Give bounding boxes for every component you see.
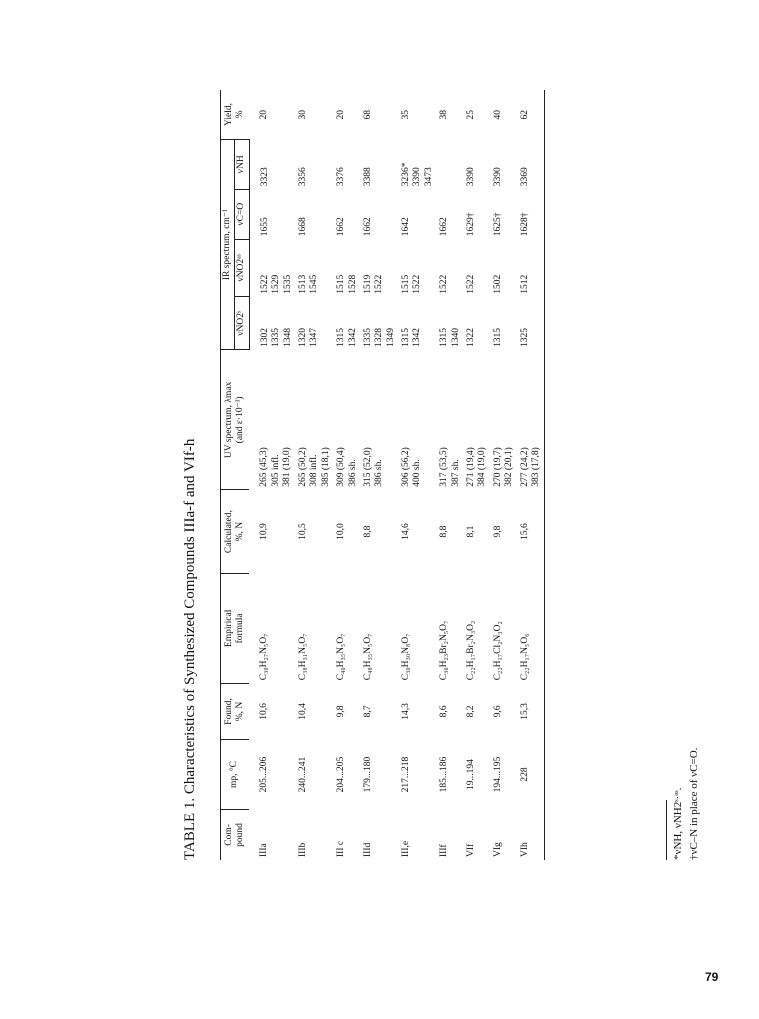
compound-cell: VIg xyxy=(492,842,503,857)
header-uv: UV spectrum, λmax (and ε·10⁻³) xyxy=(221,350,250,490)
nno2-asym-cell: 1513 1545 xyxy=(297,274,320,294)
formula-cell: C₃₀H₃₀N₈O₇ xyxy=(401,633,412,681)
nno2-asym-cell: 1515 1528 xyxy=(336,274,358,294)
found-cell: 15,3 xyxy=(518,683,545,739)
compound-cell: IIIa xyxy=(259,843,270,857)
uv-cell: 271 (19,4) 384 (19,0) xyxy=(466,447,488,487)
yield-cell: 20 xyxy=(259,109,270,120)
header-formula: Empirical formula xyxy=(221,573,250,683)
yield-cell: 30 xyxy=(297,109,308,120)
formula-cell: C₃₀H₂₇N₅O₇ xyxy=(259,633,270,681)
table-row xyxy=(464,90,491,860)
table-row xyxy=(437,90,464,860)
footnote-cn: †νC–N in place of νC=O. xyxy=(687,747,700,860)
header-nco: νC=O xyxy=(235,189,249,239)
nnh-cell: 3369 xyxy=(518,139,545,189)
nnh-cell: 3390 xyxy=(492,167,503,187)
mp-cell: 228 xyxy=(518,740,545,810)
nno2-asym-cell: 1512 xyxy=(518,239,545,297)
yield-cell: 25 xyxy=(466,109,477,120)
header-yield: Yield, % xyxy=(221,90,250,139)
nno2-asym-cell: 1522 xyxy=(466,274,477,294)
header-compound: Com- pound xyxy=(221,809,250,860)
mp-cell: 185...186 xyxy=(439,756,450,793)
found-cell: 8,2 xyxy=(466,705,477,718)
header-nno2-sym: νNO2ˢ xyxy=(235,297,249,350)
mp-cell: 205...206 xyxy=(259,756,270,793)
nno2-sym-cell: 1315 1342 xyxy=(401,328,423,347)
header-nnh: νNH xyxy=(235,139,249,189)
found-cell: 14,3 xyxy=(401,703,412,720)
page-number: 79 xyxy=(705,970,719,984)
table-row xyxy=(334,90,361,860)
calculated-cell: 8,8 xyxy=(362,525,373,538)
formula-cell: C₂₂H₁₇Br₂N₃O₂ xyxy=(466,620,477,681)
nno2-asym-cell: 1519 1522 xyxy=(362,274,385,294)
nnh-cell: 3236* 3390 3473 xyxy=(401,162,434,187)
nnh-cell: 3376 xyxy=(336,167,347,187)
compound-cell: III,e xyxy=(401,840,412,857)
footnotes xyxy=(666,748,703,860)
formula-cell: C₃₈H₃₁N₅O₇ xyxy=(297,633,308,681)
nco-cell: 1655 xyxy=(259,217,270,237)
calculated-cell: 15,6 xyxy=(518,490,545,574)
nno2-sym-cell: 1320 1347 xyxy=(297,328,320,347)
calculated-cell: 10,9 xyxy=(259,523,270,540)
header-nno2-asym: νNO2ᵃˢ xyxy=(235,239,249,297)
compound-cell: IIIf xyxy=(439,844,450,857)
formula-cell: C₄₈H₃₅N₅O₇ xyxy=(362,633,373,681)
nno2-sym-cell: 1325 xyxy=(518,297,545,350)
yield-cell: 38 xyxy=(439,109,450,120)
nco-cell: 1642 xyxy=(401,217,412,237)
nno2-sym-cell: 1322 xyxy=(466,328,477,347)
uv-cell: 265 (45,3) 305 infl. 381 (19,0) xyxy=(259,447,293,487)
table-body xyxy=(249,90,545,860)
nno2-asym-cell: 1522 xyxy=(439,274,450,294)
uv-cell: 270 (19,7) 382 (20,1) xyxy=(492,447,515,487)
yield-cell: 20 xyxy=(336,109,347,120)
nco-cell: 1625† xyxy=(492,212,503,237)
nnh-cell: 3356 xyxy=(297,167,308,187)
mp-cell: 217...218 xyxy=(401,756,412,793)
uv-cell: 265 (50,2) 308 infl. 385 (18,1) xyxy=(297,447,331,487)
formula-cell: C₂₂H₁₇Cl₂N₃O₂ xyxy=(492,621,503,681)
nno2-sym-cell: 1335 1328 1349 xyxy=(362,328,396,347)
header-found: Found, %, N xyxy=(221,683,250,739)
compound-cell: III c xyxy=(336,840,347,857)
mp-cell: 240...241 xyxy=(297,756,308,793)
found-cell: 9,8 xyxy=(336,705,347,718)
nno2-sym-cell: 1315 xyxy=(492,328,503,347)
nnh-cell: 3388 xyxy=(362,167,373,187)
table-row xyxy=(361,90,399,860)
mp-cell: 179...180 xyxy=(362,756,373,793)
header-mp: mp, °C xyxy=(221,740,250,810)
compound-cell: VIh xyxy=(518,809,545,860)
yield-cell: 40 xyxy=(492,109,503,120)
mp-cell: 194...195 xyxy=(492,756,503,793)
compound-cell: IIIb xyxy=(297,842,308,857)
footnote-rule xyxy=(666,800,667,860)
table-row xyxy=(399,90,437,860)
table-row xyxy=(518,90,545,860)
mp-cell: 19...194 xyxy=(466,759,477,790)
found-cell: 8,7 xyxy=(362,705,373,718)
table-row xyxy=(249,90,296,860)
found-cell: 9,6 xyxy=(492,705,503,718)
uv-cell: 277 (24,2) 383 (17,8) xyxy=(518,350,545,490)
nno2-asym-cell: 1515 1522 xyxy=(401,274,423,294)
header-calculated: Calculated, %, N xyxy=(221,490,250,574)
nno2-asym-cell: 1522 1529 1535 xyxy=(259,274,293,294)
nnh-cell xyxy=(437,139,464,189)
footnote-nh: *νNH, νNH2ˢ·ᵃˢ. xyxy=(672,787,684,860)
characteristics-table xyxy=(220,90,545,860)
formula-cell: C₄₀H₃₅N₅O₇ xyxy=(336,633,347,681)
table-row xyxy=(296,90,334,860)
calculated-cell: 10,0 xyxy=(336,523,347,540)
rotated-table-block xyxy=(180,90,740,860)
mp-cell: 204...205 xyxy=(336,756,347,793)
compound-cell: IIId xyxy=(362,842,373,857)
uv-cell: 306 (56,2) 400 sh. xyxy=(401,447,423,487)
calculated-cell: 10,5 xyxy=(297,523,308,540)
nco-cell: 1662 xyxy=(336,217,347,237)
calculated-cell: 8,1 xyxy=(466,525,477,538)
uv-cell: 315 (52,0) 386 sh. xyxy=(362,447,385,487)
compound-cell: VIf xyxy=(466,843,477,857)
nco-cell: 1662 xyxy=(439,217,450,237)
nco-cell: 1629† xyxy=(466,212,477,237)
found-cell: 8,6 xyxy=(439,705,450,718)
yield-cell: 35 xyxy=(401,109,412,120)
uv-cell: 317 (53,5) 387 sh. xyxy=(439,447,461,487)
header-ir-group: IR spectrum, cm⁻¹ xyxy=(221,139,235,350)
nnh-cell: 3390 xyxy=(466,167,477,187)
calculated-cell: 8,8 xyxy=(439,525,450,538)
formula-cell: C₃₀H₂₃Br₂N₅O₇ xyxy=(439,620,450,681)
nco-cell: 1628† xyxy=(518,189,545,239)
found-cell: 10,6 xyxy=(259,703,270,720)
nno2-sym-cell: 1315 1342 xyxy=(336,328,358,347)
uv-cell: 309 (50,4) 386 sh. xyxy=(336,447,358,487)
nno2-asym-cell: 1502 xyxy=(492,274,503,294)
yield-cell: 62 xyxy=(518,90,545,139)
found-cell: 10,4 xyxy=(297,703,308,720)
calculated-cell: 14,6 xyxy=(401,523,412,540)
table-caption: TABLE 1. Characteristics of Synthesized Compounds IIIa-f and VIf-h xyxy=(182,438,198,860)
calculated-cell: 9,8 xyxy=(492,525,503,538)
nco-cell: 1668 xyxy=(297,217,308,237)
nno2-sym-cell: 1315 1340 xyxy=(439,328,461,347)
nno2-sym-cell: 1302 1335 1348 xyxy=(259,328,293,347)
nco-cell: 1662 xyxy=(362,217,373,237)
formula-cell: C₂₂H₁₇N₅O₆ xyxy=(518,573,545,683)
table-row xyxy=(491,90,518,860)
nnh-cell: 3323 xyxy=(259,167,270,187)
yield-cell: 68 xyxy=(362,109,373,120)
